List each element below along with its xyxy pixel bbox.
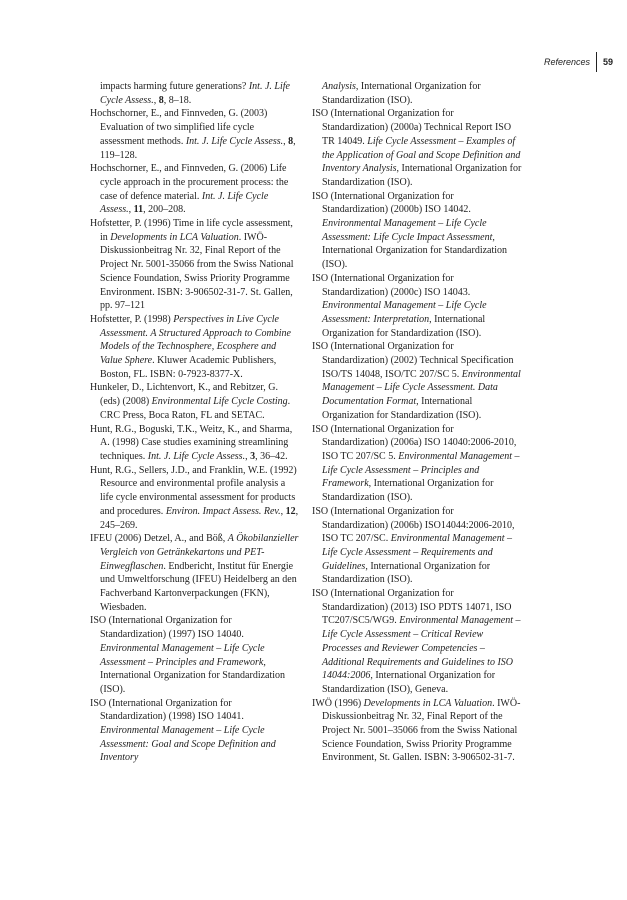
reference-text-segment: , International Organization for Standardization (ISO). [322, 163, 522, 188]
reference-text-segment: , [245, 450, 251, 462]
references-left-column [90, 80, 300, 765]
reference-entry [90, 423, 300, 464]
reference-text-segment: A Ökobilanzieller Vergleich von Getränkekartons und PET-Einwegflaschen [100, 533, 299, 572]
reference-text-segment: , International Organization for Standardization (ISO). [322, 313, 486, 339]
reference-text-segment: ISO (International Organization for Standardization) (2006b) ISO14044:2006-2010, ISO TC 207/SC. [312, 505, 515, 545]
references-right-column [312, 80, 522, 765]
reference-text-segment: Environmental Management – Life Cycle Assessment. Data Documentation Format [322, 368, 521, 408]
reference-text-segment: Life Cycle Assessment – Examples of the Application of Goal and Scope Definition and Inventory Analysis [322, 135, 521, 175]
reference-text-segment: Environmental Management – Life Cycle Assessment – Principles and Framework [322, 450, 520, 490]
reference-entry [90, 217, 300, 313]
reference-entry [312, 505, 522, 587]
reference-text-segment: , 119–128. [100, 135, 296, 161]
reference-text-segment: , 200–208. [143, 204, 186, 216]
reference-text-segment: 8 [288, 135, 294, 147]
reference-text-segment: Environmental Life Cycle Costing [151, 396, 288, 408]
page-number: 59 [602, 57, 613, 67]
reference-text-segment: ISO (International Organization for Standardization) (2000a) Technical Report ISO TR 14049. [312, 108, 512, 147]
reference-text-segment: Environmental Management – Life Cycle Assessment – Requirements and Guidelines [322, 533, 513, 572]
reference-text-segment: Hofstetter, P. (1996) Time in life cycle assessment, in [90, 218, 293, 243]
reference-text-segment: Int. J. Life Cycle Assess. [147, 450, 246, 462]
reference-text-segment: ISO (International Organization for Standardization) (1997) ISO 14040. [90, 615, 244, 641]
reference-text-segment: ISO (International Organization for Standardization) (2006a) ISO 14040:2006-2010, ISO TC 207/SC 5. [312, 423, 517, 462]
reference-text-segment: , International Organization for Standardization (ISO). [100, 656, 286, 695]
reference-entry [312, 587, 522, 697]
reference-text-segment: , 36–42. [255, 450, 288, 462]
reference-entry [90, 697, 300, 766]
reference-text-segment: ISO (International Organization for Standardization) (2000c) ISO 14043. [312, 272, 471, 298]
reference-text-segment: , [283, 135, 289, 147]
reference-text-segment: , [128, 204, 134, 216]
reference-entry [90, 532, 300, 614]
reference-text-segment: Hochschorner, E., and Finnveden, G. (2003) Evaluation of two simplified life cycle assessment methods. [90, 108, 268, 147]
reference-text-segment: Hofstetter, P. (1998) [90, 313, 174, 325]
reference-text-segment: Int. J. Life Cycle Assess. [100, 81, 290, 106]
reference-entry [312, 340, 522, 422]
reference-text-segment: Int. J. Life Cycle Assess. [100, 190, 269, 216]
reference-text-segment: , 245–269. [100, 505, 299, 531]
reference-text-segment: , International Organization for Standardization (ISO). [322, 478, 494, 504]
reference-text-segment: ISO (International Organization for Standardization) (1998) ISO 14041. [90, 697, 244, 723]
reference-text-segment: impacts harming future generations? [100, 81, 249, 92]
reference-text-segment: Hunt, R.G., Boguski, T.K., Weitz, K., and Sharma, A. (1998) Case studies examining streamlining techniques. [90, 423, 293, 462]
reference-text-segment: Environ. Impact Assess. Rev. [165, 505, 281, 517]
reference-text-segment: . IWÖ-Diskussionbeitrag Nr. 32, Final Report of the Project Nr. 5001–35066 from the Swiss National Science Foundation, Swiss Priority Programme Environment, St. Gallen. ISBN: 3-906502-31-7. [322, 697, 521, 764]
reference-text-segment: ISO (International Organization for Standardization) (2013) ISO PDTS 14071, ISO TC207/SC5/WG9. [312, 588, 512, 627]
reference-text-segment: IFEU (2006) Detzel, A., and Böß, [90, 533, 228, 545]
reference-entry [90, 313, 300, 382]
reference-text-segment: 8 [158, 94, 164, 106]
reference-entry [90, 464, 300, 533]
reference-text-segment: , International Organization for Standardization (ISO). [322, 231, 508, 271]
reference-text-segment: . Endbericht, Institut für Energie und Umweltforschung (IFEU) Heidelberg an den Fachverband Kartonverpackungen (FKN), Wiesbaden. [100, 560, 297, 613]
reference-text-segment: Environmental Management – Life Cycle Assessment: Goal and Scope Definition and Inventory [100, 725, 276, 764]
reference-text-segment: , 8–18. [163, 94, 192, 106]
reference-text-segment: 11 [133, 204, 144, 216]
reference-text-segment: , International Organization for Standardization (ISO). [322, 81, 481, 106]
reference-entry [90, 162, 300, 217]
reference-text-segment: Environmental Management – Life Cycle Assessment: Interpretation [322, 300, 487, 325]
reference-text-segment: Analysis [322, 81, 356, 92]
reference-text-segment: Int. J. Life Cycle Assess. [185, 135, 284, 147]
reference-text-segment: Hochschorner, E., and Finnveden, G. (2006) Life cycle approach in the procurement process: the case of defence material. [90, 163, 289, 202]
reference-entry [312, 190, 522, 272]
reference-entry [312, 107, 522, 189]
reference-text-segment: , International Organization for Standardization (ISO), Geneva. [322, 670, 496, 695]
running-head-title: References [543, 57, 590, 67]
reference-entry [90, 107, 300, 162]
reference-entry [312, 272, 522, 341]
reference-text-segment: , [153, 94, 159, 106]
reference-text-segment: , International Organization for Standardization (ISO). [322, 560, 491, 586]
reference-text-segment: Environmental Management – Life Cycle Assessment – Critical Review Processes and Reviewer Competencies – Additional Requirements and Guidelines to ISO 14044:2006 [322, 615, 521, 682]
reference-entry [90, 614, 300, 696]
reference-text-segment: , [280, 505, 286, 517]
reference-text-segment: . IWÖ-Diskussionbeitrag Nr. 32, Final Report of the Project Nr. 5001-35066 from the Swiss National Science Foundation, Swiss Priority Programme Environment. ISBN: 3-906502-31-7. St. Gallen, pp. 97–121 [100, 231, 294, 312]
reference-text-segment: Environmental Management – Life Cycle Assessment – Principles and Framework [100, 642, 265, 668]
reference-text-segment: ISO (International Organization for Standardization) (2002) Technical Specification ISO/TS 14048, ISO/TC 207/SC 5. [312, 341, 514, 380]
reference-text-segment: Developments in LCA Valuation [110, 231, 239, 243]
reference-text-segment: IWÖ (1996) [312, 697, 364, 709]
reference-entry-continued [312, 80, 522, 107]
reference-text-segment: Environmental Management – Life Cycle Assessment: Life Cycle Impact Assessment [322, 218, 493, 243]
reference-text-segment: Hunt, R.G., Sellers, J.D., and Franklin, W.E. (1992) Resource and environmental profile analysis a life cycle environmental assessment for products and procedures. [90, 464, 297, 517]
running-head [544, 52, 613, 72]
reference-entry [90, 381, 300, 422]
reference-entry [312, 697, 522, 766]
reference-text-segment: . Kluwer Academic Publishers, Boston, FL. ISBN: 0-7923-8377-X. [100, 355, 277, 380]
reference-entry [312, 423, 522, 505]
reference-text-segment: Hunkeler, D., Lichtenvort, K., and Rebitzer, G. (eds) (2008) [90, 382, 279, 408]
reference-text-segment: 12 [285, 505, 296, 517]
reference-text-segment: ISO (International Organization for Standardization) (2000b) ISO 14042. [312, 190, 471, 216]
reference-entry-continued [90, 80, 300, 107]
reference-text-segment: 3 [250, 450, 256, 462]
reference-text-segment: Developments in LCA Valuation [363, 697, 493, 709]
reference-text-segment: Perspectives in Live Cycle Assessment. A Structured Approach to Combine Models of the Technosphere, Ecosphere and Value Sphere [100, 313, 291, 367]
reference-text-segment: . CRC Press, Boca Raton, FL and SETAC. [100, 396, 291, 421]
reference-text-segment: , International Organization for Standardization (ISO). [322, 396, 482, 421]
